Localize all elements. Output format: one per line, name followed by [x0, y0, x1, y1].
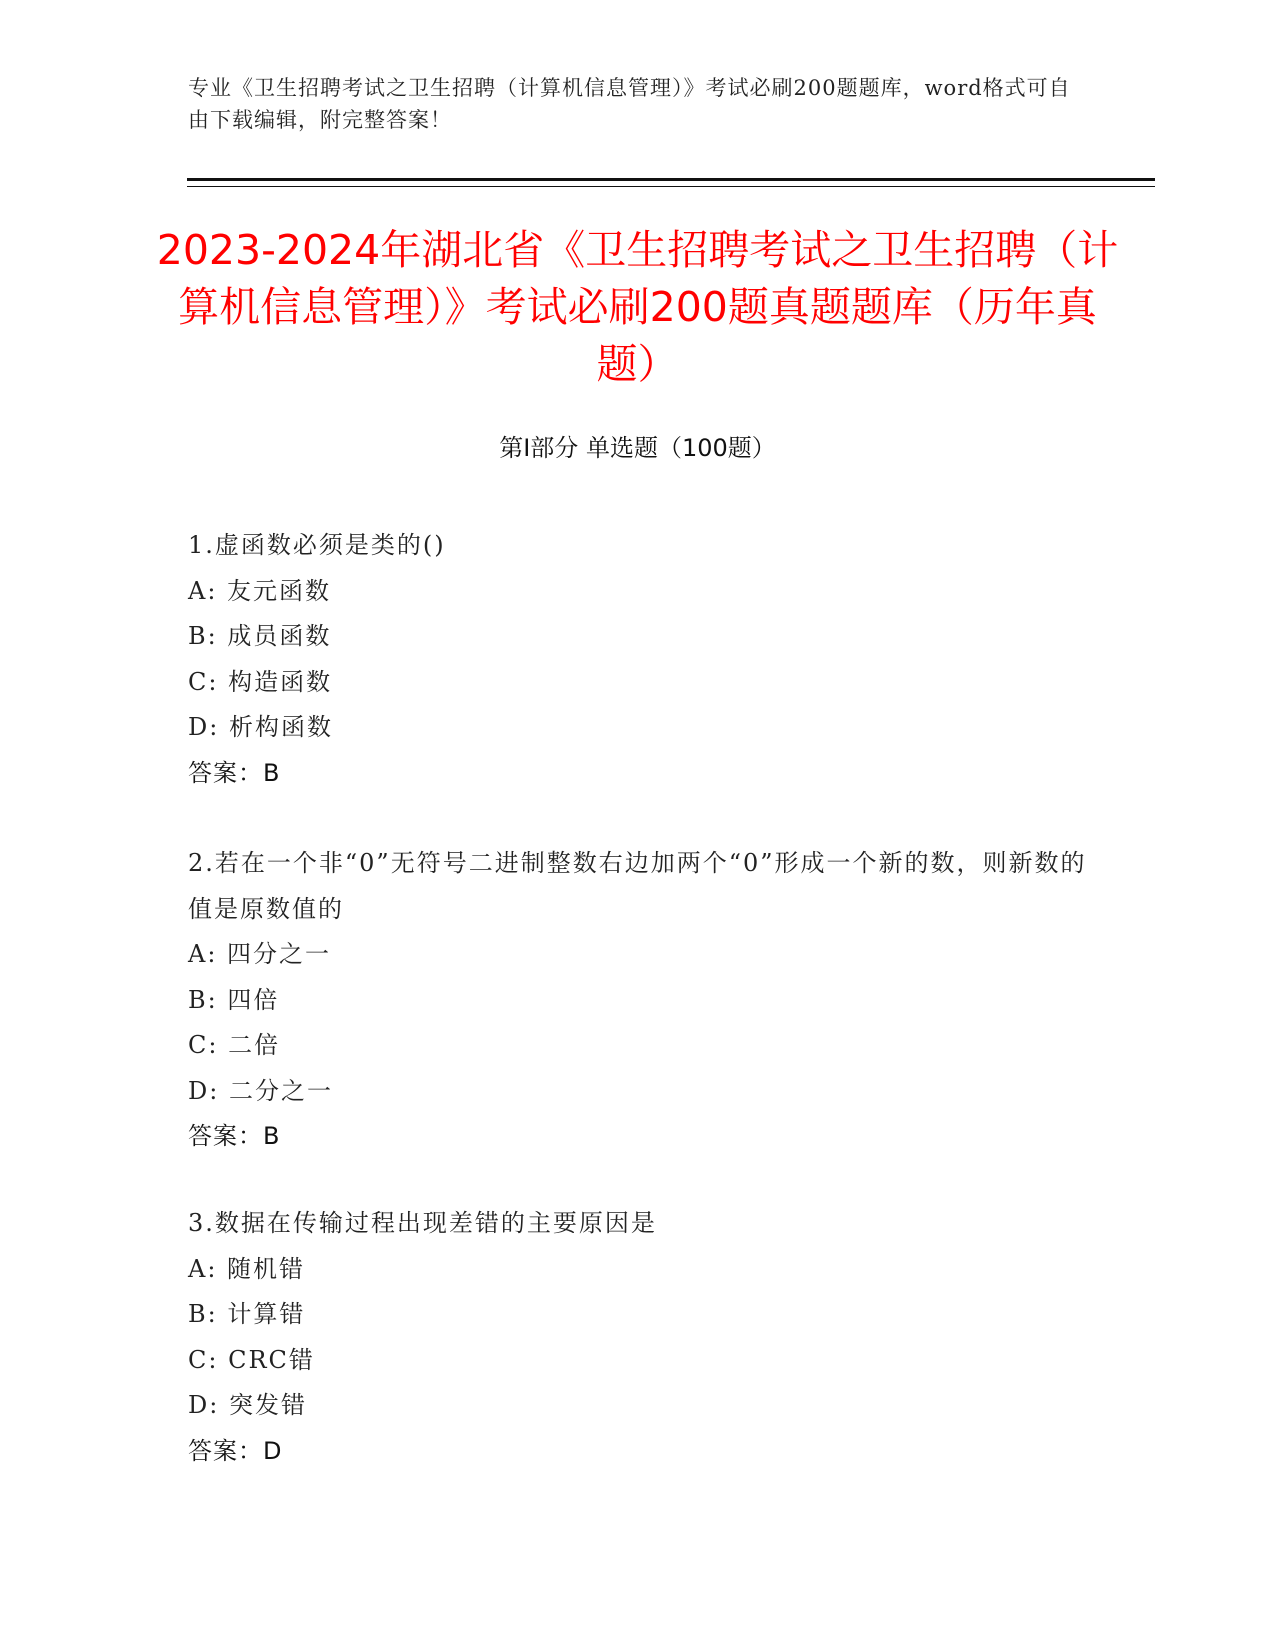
option-d: D: 二分之一 [188, 1076, 333, 1105]
answer-label: 答案： [188, 1436, 263, 1465]
question-1 [188, 523, 1088, 796]
option-c: C: 二倍 [188, 1031, 281, 1059]
option-b: B: 成员函数 [188, 622, 332, 650]
option-d: D: 析构函数 [188, 713, 333, 741]
option-a: A: 友元函数 [188, 576, 332, 605]
answer-line [188, 1429, 1088, 1475]
header-note: 专业《卫生招聘考试之卫生招聘（计算机信息管理）》考试必刷200题题库，word格式可自由下载编辑，附完整答案！ [188, 76, 1071, 132]
answer-label: 答案： [188, 1122, 263, 1150]
question-stem: 1.虚函数必须是类的() [188, 531, 446, 559]
question-stem: 2.若在一个非“0”无符号二进制整数右边加两个“0”形成一个新的数，则新数的值是原数值的 [188, 849, 1087, 923]
header-divider-thick [187, 178, 1155, 181]
option-c: C: CRC错 [188, 1345, 315, 1374]
section-heading: 第Ⅰ部分 单选题（100题） [499, 434, 776, 462]
header-divider-thin [187, 186, 1155, 187]
option-c: C: 构造函数 [188, 667, 333, 696]
option-a: A: 四分之一 [188, 940, 332, 968]
answer-value: B [263, 1122, 281, 1150]
question-2 [188, 841, 1088, 1160]
answer-line [188, 1114, 1088, 1160]
question-stem: 3.数据在传输过程出现差错的主要原因是 [188, 1209, 657, 1237]
option-b: B: 四倍 [188, 985, 280, 1014]
option-d: D: 突发错 [188, 1391, 307, 1419]
answer-line [188, 751, 1088, 797]
answer-label: 答案： [188, 758, 263, 787]
option-b: B: 计算错 [188, 1300, 306, 1328]
option-a: A: 随机错 [188, 1254, 306, 1283]
answer-value: D [263, 1436, 283, 1465]
answer-value: B [263, 758, 281, 787]
question-3 [188, 1201, 1088, 1474]
document-title: 2023-2024年湖北省《卫生招聘考试之卫生招聘（计算机信息管理）》考试必刷200题真题题库（历年真题） [156, 226, 1119, 388]
